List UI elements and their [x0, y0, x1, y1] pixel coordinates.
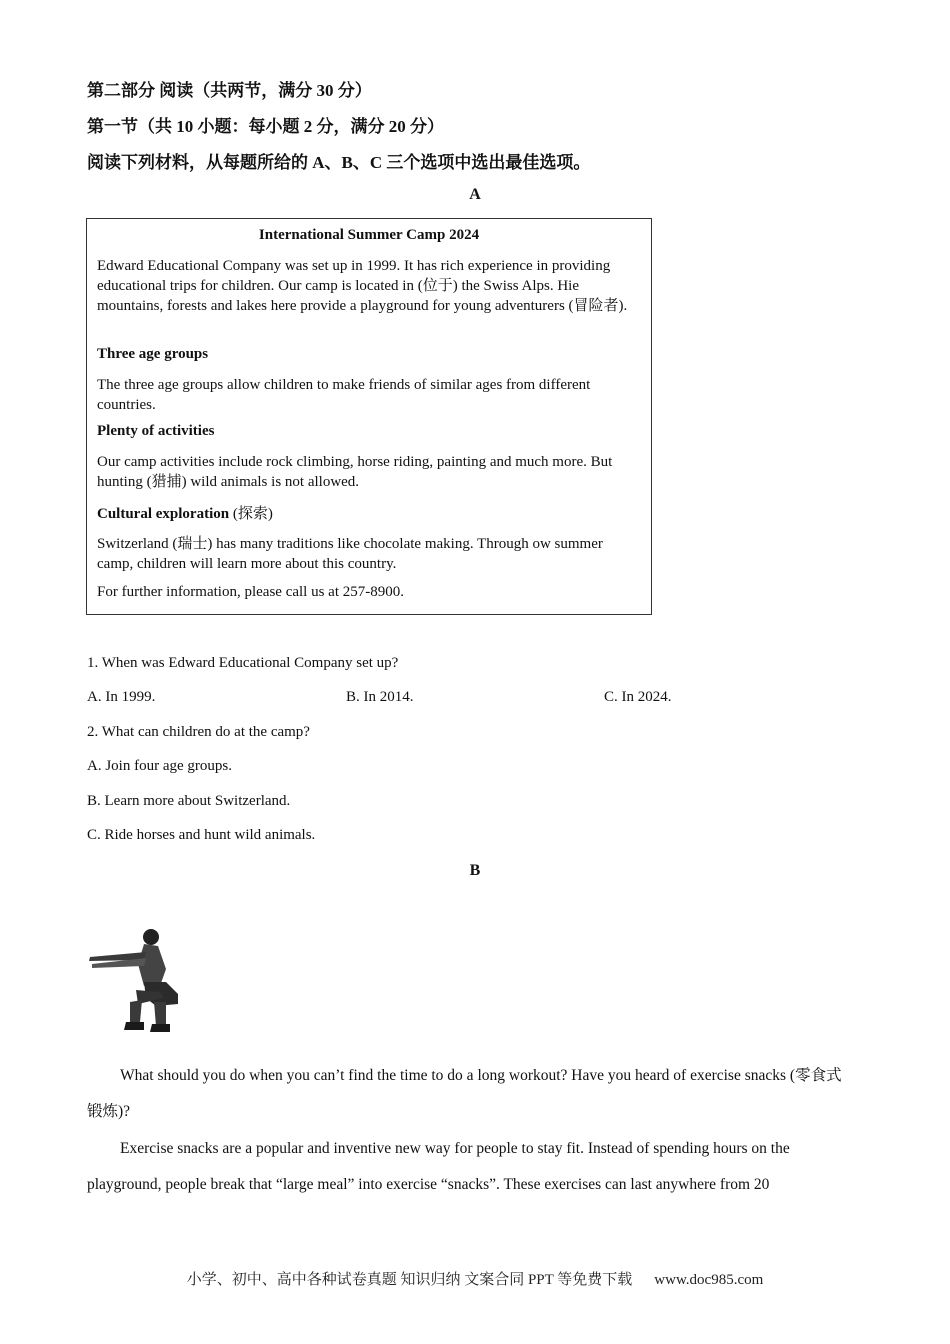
- section-activities-text: Our camp activities include rock climbing, horse riding, painting and much more. But hunting (猎捕) wild animals is not allowed.: [97, 454, 613, 490]
- passage-b-paragraph-1: [87, 1058, 857, 1130]
- section-culture-title-text: Cultural exploration: [97, 506, 230, 522]
- passage-b-paragraph-2: [87, 1131, 857, 1203]
- question-2-stem: 2. What can children do at the camp?: [87, 724, 310, 740]
- section-culture-text: Switzerland (瑞士) has many traditions like chocolate making. Through ow summer camp, children will learn more about this country.: [97, 536, 603, 572]
- section-age-groups-text: The three age groups allow children to make friends of similar ages from different countries.: [97, 377, 591, 413]
- question-1-stem: 1. When was Edward Educational Company set up?: [87, 655, 399, 671]
- section-culture-note: (探索): [229, 506, 273, 522]
- section-activities-title: Plenty of activities: [97, 423, 215, 439]
- section-heading: 第一节（共 10 小题：每小题 2 分，满分 20 分）: [87, 117, 444, 136]
- question-2-option-a: A. Join four age groups.: [87, 758, 232, 774]
- passage-b-paragraph-2-text: Exercise snacks are a popular and inventive new way for people to stay fit. Instead of spending hours on the playground, people break that “large meal” into exercise “snacks”. These exercises can last anywhere from 20: [87, 1140, 790, 1193]
- question-1-option-a: A. In 1999.: [87, 689, 156, 705]
- camp-ad-title: International Summer Camp 2024: [258, 227, 480, 243]
- camp-ad-box: [86, 218, 652, 615]
- footer-text: 小学、初中、高中各种试卷真题 知识归纳 文案合同 PPT 等免费下载: [186, 1272, 633, 1288]
- question-1-option-c: C. In 2024.: [604, 689, 672, 705]
- section-culture-title: [97, 502, 273, 523]
- instruction-text: 阅读下列材料，从每题所给的 A、B、C 三个选项中选出最佳选项。: [87, 153, 591, 172]
- passage-b-paragraph-1-text: What should you do when you can’t find the time to do a long workout? Have you heard of exercise snacks (零食式锻炼)?: [87, 1067, 842, 1120]
- part-heading: 第二部分 阅读（共两节，满分 30 分）: [87, 81, 372, 100]
- camp-ad-intro: Edward Educational Company was set up in 1999. It has rich experience in providing educational trips for children. Our camp is located in (位于) the Swiss Alps. Hie mountains, forests and lakes here provide a playground for young adventurers (冒险者).: [97, 258, 628, 314]
- section-age-groups-title: Three age groups: [97, 346, 209, 362]
- footer: [0, 1268, 950, 1289]
- question-2-option-b: B. Learn more about Switzerland.: [87, 793, 291, 809]
- passage-a-label: A: [469, 186, 481, 203]
- passage-b-label: B: [469, 862, 481, 879]
- question-1-option-b: B. In 2014.: [346, 689, 414, 705]
- squat-exercise-image: [86, 924, 182, 1040]
- contact-text: For further information, please call us at 257-8900.: [97, 584, 405, 600]
- footer-url[interactable]: www.doc985.com: [654, 1272, 764, 1288]
- question-2-option-c: C. Ride horses and hunt wild animals.: [87, 827, 316, 843]
